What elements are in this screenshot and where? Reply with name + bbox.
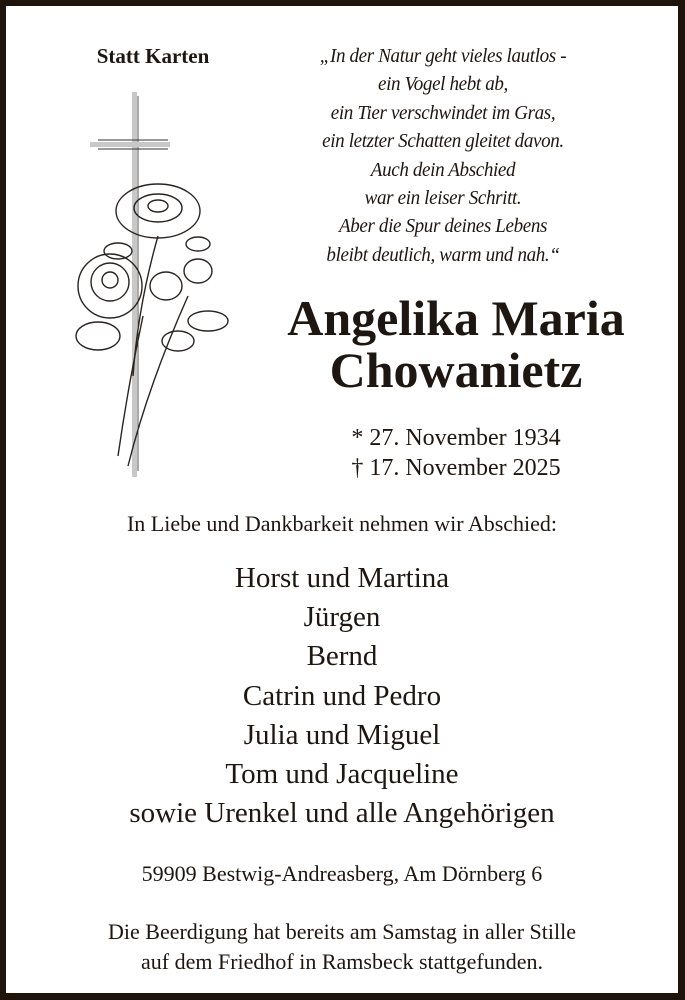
burial-line: auf dem Friedhof in Ramsbeck stattgefunden.	[140, 949, 543, 974]
life-dates	[242, 423, 670, 483]
poem-line: ein Tier verschwindet im Gras,	[330, 101, 556, 124]
first-names: Angelika Maria	[287, 290, 625, 346]
poem-line: ein Vogel hebt ab,	[378, 73, 508, 96]
mourner: sowie Urenkel und alle Angehörigen	[129, 797, 555, 830]
mourner: Julia und Miguel	[243, 718, 441, 751]
poem-line: „In der Natur geht vieles lautlos -	[319, 45, 567, 67]
burial-line: Die Beerdigung hat bereits am Samstag in aller Stille	[108, 919, 576, 944]
statt-karten-label: Statt Karten	[96, 44, 210, 68]
deceased-name	[242, 292, 670, 396]
death-date: † 17. November 2025	[351, 455, 561, 481]
mourner: Catrin und Pedro	[242, 679, 442, 712]
mourner: Bernd	[306, 640, 378, 673]
mourner: Horst und Martina	[234, 562, 450, 594]
mourner: Tom und Jacqueline	[225, 758, 459, 791]
poem-line: war ein leiser Schritt.	[364, 187, 522, 210]
mourners-list	[6, 559, 678, 833]
surname: Chowanietz	[329, 342, 583, 398]
cross-with-roses-icon	[58, 86, 238, 481]
farewell-intro: In Liebe und Dankbarkeit nehmen wir Abschied:	[126, 511, 558, 536]
poem-line: ein letzter Schatten gleitet davon.	[322, 130, 564, 153]
poem-line: Aber die Spur deines Lebens	[338, 215, 548, 238]
obituary-notice	[6, 6, 678, 993]
mourner: Jürgen	[303, 601, 381, 634]
poem	[242, 42, 644, 269]
poem-line: Auch dein Abschied	[370, 158, 516, 181]
birth-date: * 27. November 1934	[351, 425, 561, 451]
address: 59909 Bestwig-Andreasberg, Am Dörnberg 6	[141, 861, 543, 886]
poem-line: bleibt deutlich, warm und nah.“	[326, 243, 560, 266]
burial-note	[6, 917, 678, 977]
